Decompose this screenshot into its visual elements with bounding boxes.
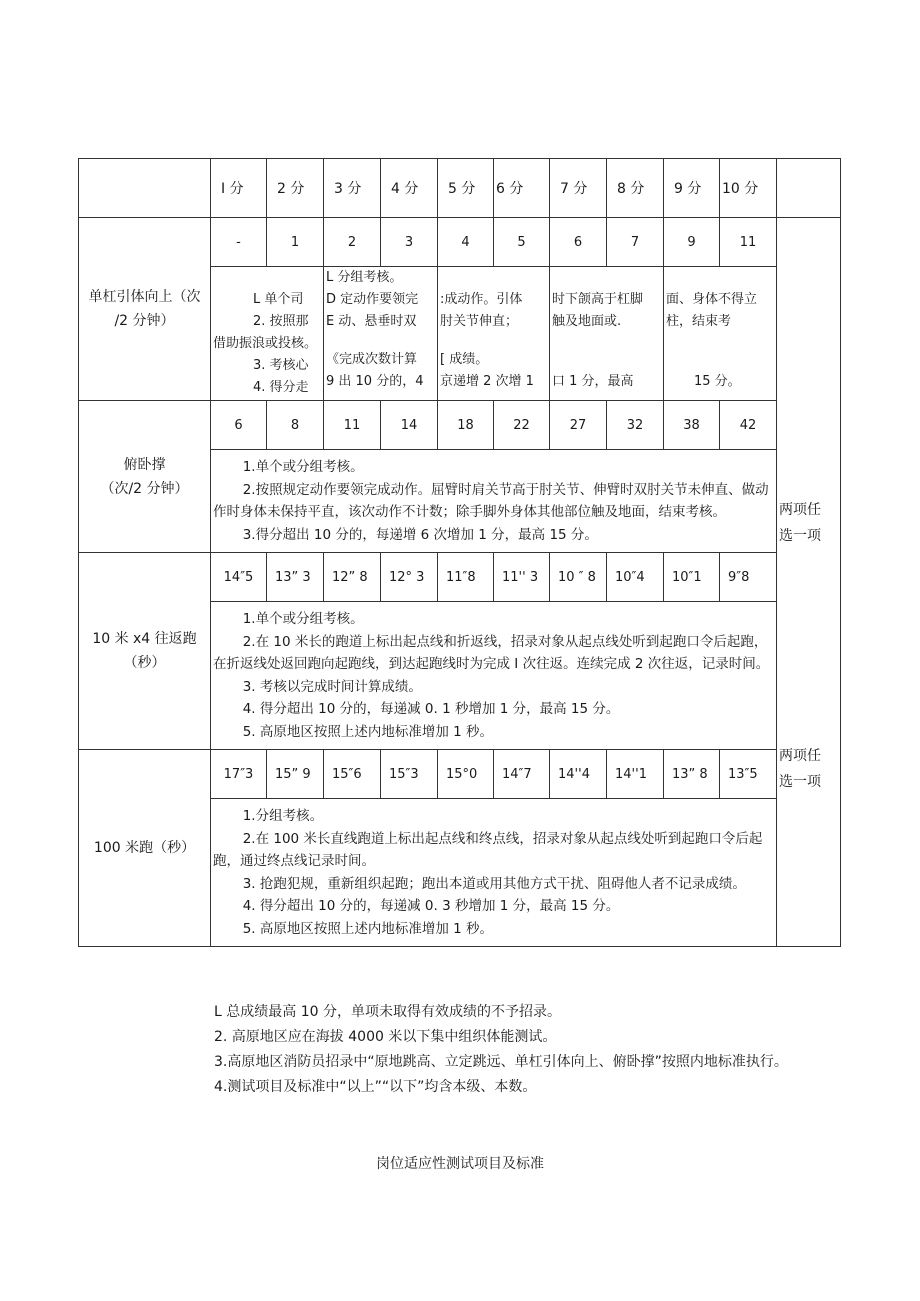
pushup-description: 1.单个或分组考核。 2.按照规定动作要领完成动作。屈臂时肩关节高于肘关节、伸臂时双肘关节未伸直、做动作时身体未保持平直，该次动作不计数；除手脚外身体其他部位触及地面，结束考核。 3.得分超出 10 分的，每递增 6 次增加 1 分，最高 15 分。 <box>211 450 777 553</box>
fitness-score-table <box>78 158 841 947</box>
pushup-value: 8 <box>267 401 324 450</box>
pullup-desc-fragment: 时下颌高于杠脚 触及地面或. 口 1 分，最高 <box>550 267 664 401</box>
pullup-desc-fragment: L 单个司 2. 按照那 借助振浪或投核。 3. 考核心 4. 得分走 <box>211 267 324 401</box>
sprint-value: 15″3 <box>381 750 438 799</box>
pushup-value: 42 <box>720 401 777 450</box>
sprint-value: 15” 9 <box>267 750 324 799</box>
sprint-value: 13” 8 <box>664 750 720 799</box>
option-cell-top <box>777 218 841 553</box>
pullup-value: 4 <box>438 218 494 267</box>
shuttle-value: 10″4 <box>607 553 664 602</box>
score-header: I 分 <box>211 159 267 218</box>
pushup-value: 27 <box>550 401 607 450</box>
sprint-value: 14''1 <box>607 750 664 799</box>
option-note: 两项任 选一项 <box>779 501 821 544</box>
sprint-item-name: 100 米跑（秒） <box>79 750 211 947</box>
score-header: 8 分 <box>607 159 664 218</box>
option-cell-bottom <box>777 553 841 947</box>
shuttle-value: 11'' 3 <box>494 553 550 602</box>
sprint-description: 1.分组考核。 2.在 100 米长直线跑道上标出起点线和终点线，招录对象从起点线处听到起跑口令后起跑，通过终点线记录时间。 3. 抢跑犯规，重新组织起跑；跑出本道或用其他方式干扰、阻碍他人者不记录成绩。 4. 得分超出 10 分的，每递减 0. 3 秒增加 1 分，最高 15 分。 5. 高原地区按照上述内地标准增加 1 秒。 <box>211 799 777 947</box>
shuttle-value: 12° 3 <box>381 553 438 602</box>
pushup-value: 32 <box>607 401 664 450</box>
header-blank-cell <box>777 159 841 218</box>
pullup-value: 1 <box>267 218 324 267</box>
pushup-value: 11 <box>324 401 381 450</box>
pushup-value: 22 <box>494 401 550 450</box>
pullup-score-row <box>79 218 841 267</box>
pullup-desc-fragment: :成动作。引体 肘关节伸直； [ 成绩。 京递增 2 次增 1 <box>438 267 550 401</box>
pushup-score-row <box>79 401 841 450</box>
pushup-value: 6 <box>211 401 267 450</box>
pushup-value: 18 <box>438 401 494 450</box>
sprint-value: 14''4 <box>550 750 607 799</box>
pullup-value: 5 <box>494 218 550 267</box>
score-header: 3 分 <box>324 159 381 218</box>
shuttle-value: 12” 8 <box>324 553 381 602</box>
score-header: 4 分 <box>381 159 438 218</box>
pullup-desc-fragment: 面、身体不得立 柱，结束考 15 分。 <box>664 267 777 401</box>
section-caption: 岗位适应性测试项目及标准 <box>376 1156 544 1172</box>
pullup-value: 2 <box>324 218 381 267</box>
sprint-value: 17″3 <box>211 750 267 799</box>
sprint-value: 15°0 <box>438 750 494 799</box>
score-header: 2 分 <box>267 159 324 218</box>
sprint-score-row <box>79 750 841 799</box>
shuttle-value: 14″5 <box>211 553 267 602</box>
pullup-desc-fragment: L 分组考核。 D 定动作要领完 E 动、悬垂时双 《完成次数计算 9 出 10 分的，4 <box>324 267 438 401</box>
score-header: 7 分 <box>550 159 607 218</box>
header-blank-cell <box>79 159 211 218</box>
shuttle-value: 11″8 <box>438 553 494 602</box>
score-header: 6 分 <box>494 159 550 218</box>
shuttle-score-row <box>79 553 841 602</box>
pullup-value: 3 <box>381 218 438 267</box>
note-item: L 总成绩最高 10 分，单项未取得有效成绩的不予招录。 <box>214 1004 561 1020</box>
sprint-value: 13″5 <box>720 750 777 799</box>
table-notes <box>214 1000 840 1100</box>
pullup-value: 11 <box>720 218 777 267</box>
score-header: 10 分 <box>720 159 777 218</box>
pushup-value: 14 <box>381 401 438 450</box>
shuttle-value: 9″8 <box>720 553 777 602</box>
shuttle-value: 10″1 <box>664 553 720 602</box>
shuttle-description: 1.单个或分组考核。 2.在 10 米长的跑道上标出起点线和折返线，招录对象从起点线处听到起跑口令后起跑，在折返线处返回跑向起跑线，到达起跑线时为完成 I 次往返。连续完成 2 次往返，记录时间。 3. 考核以完成时间计算成绩。 4. 得分超出 10 分的，每递减 0. 1 秒增加 1 分，最高 15 分。 5. 高原地区按照上述内地标准增加 1 秒。 <box>211 602 777 750</box>
note-item: 3.高原地区消防员招录中“原地跳高、立定跳远、单杠引体向上、俯卧撑”按照内地标准执行。 <box>214 1054 788 1070</box>
pushup-item-name: 俯卧撑 （次/2 分钟） <box>79 401 211 553</box>
note-item: 2. 高原地区应在海拔 4000 米以下集中组织体能测试。 <box>214 1029 557 1045</box>
pullup-value: 9 <box>664 218 720 267</box>
header-row <box>79 159 841 218</box>
note-item: 4.测试项目及标准中“以上”“以下”均含本级、本数。 <box>214 1079 537 1095</box>
pullup-value: 6 <box>550 218 607 267</box>
option-note: 两项任 选一项 <box>779 747 821 790</box>
score-header: 9 分 <box>664 159 720 218</box>
shuttle-item-name: 10 米 x4 往返跑 （秒） <box>79 553 211 750</box>
pullup-item-name: 单杠引体向上（次 /2 分钟） <box>79 218 211 401</box>
pushup-value: 38 <box>664 401 720 450</box>
score-header: 5 分 <box>438 159 494 218</box>
shuttle-value: 10 ″ 8 <box>550 553 607 602</box>
sprint-value: 15″6 <box>324 750 381 799</box>
pullup-value: - <box>211 218 267 267</box>
sprint-value: 14″7 <box>494 750 550 799</box>
pullup-value: 7 <box>607 218 664 267</box>
shuttle-value: 13” 3 <box>267 553 324 602</box>
